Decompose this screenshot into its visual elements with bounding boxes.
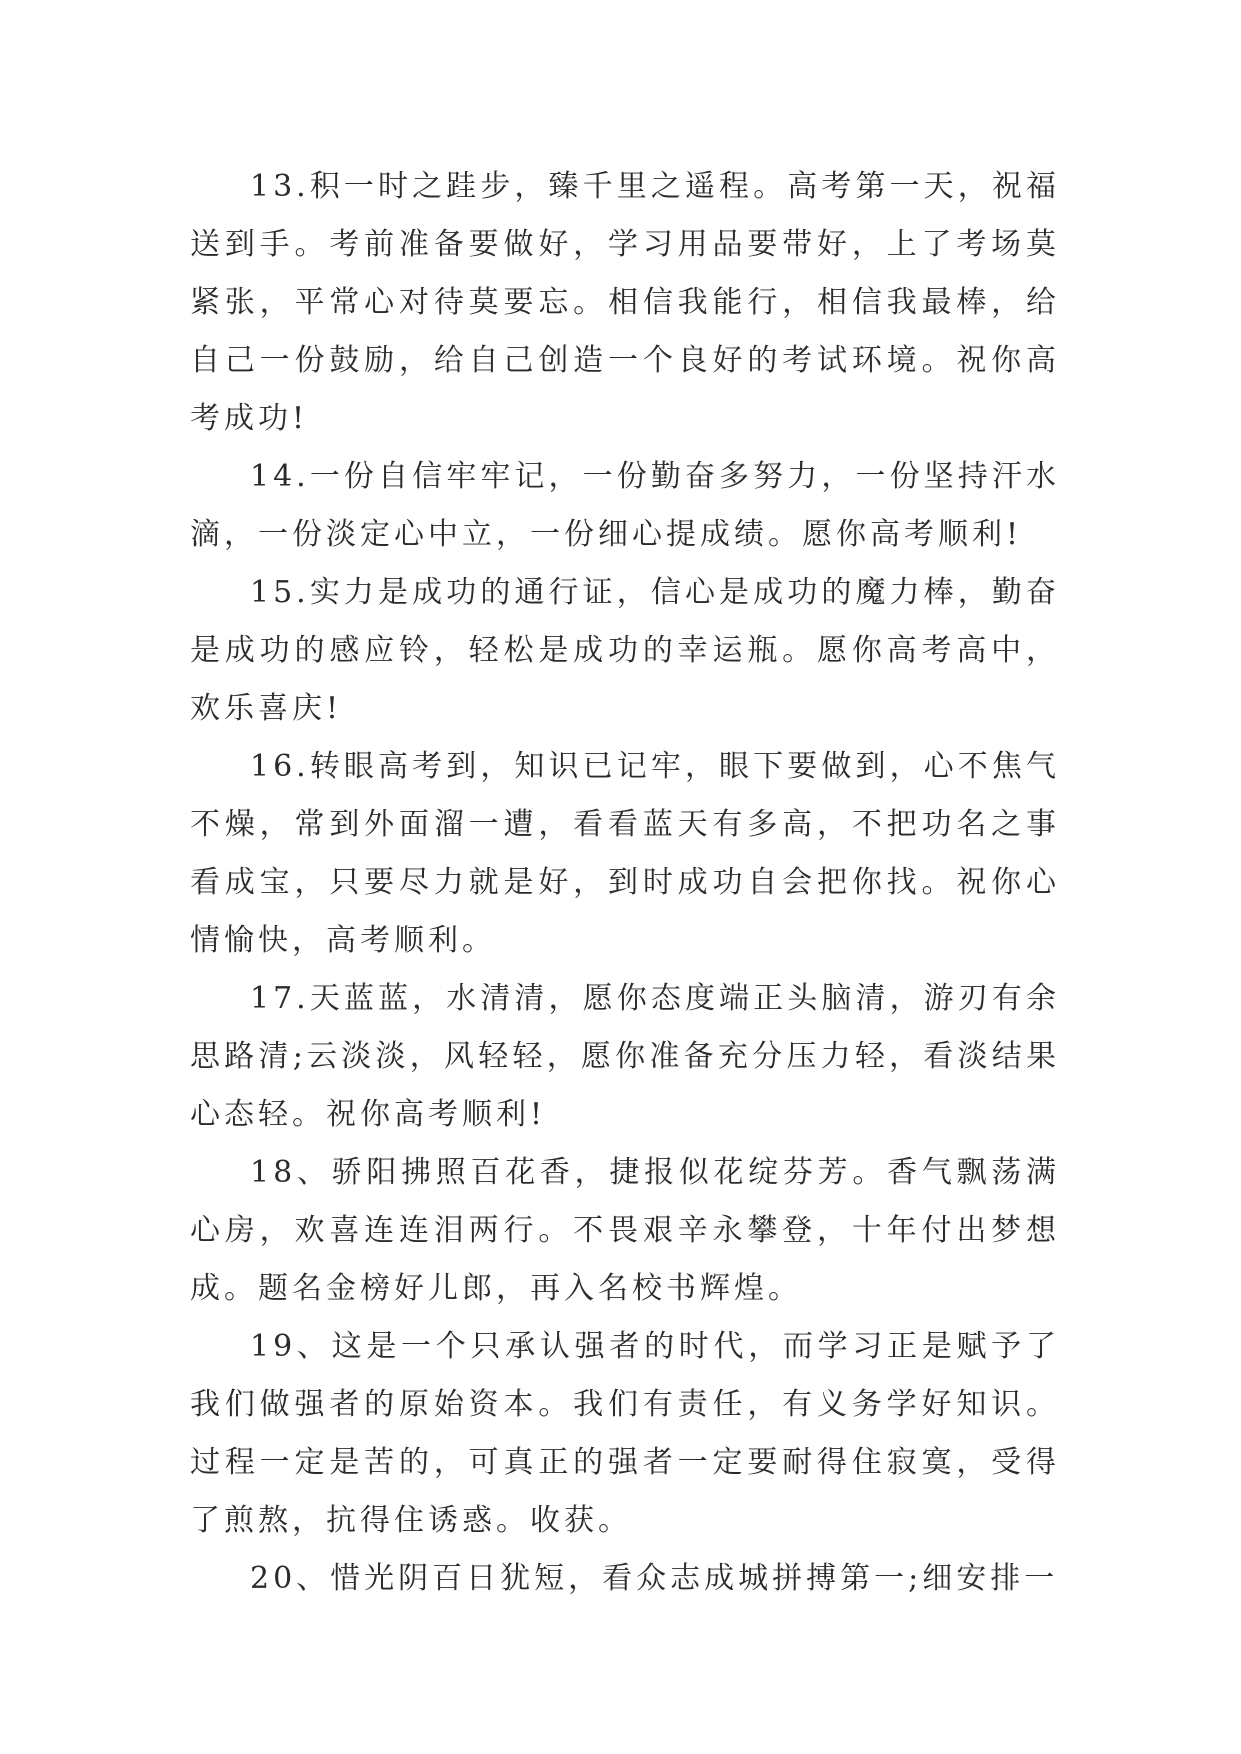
document-body (190, 158, 1060, 1608)
paragraph-18: 18、骄阳拂照百花香，捷报似花绽芬芳。香气飘荡满心房，欢喜连连泪两行。不畏艰辛永攀登，十年付出梦想成。题名金榜好儿郎，再入名校书辉煌。 (190, 1155, 1060, 1306)
paragraph-13: 13.积一时之跬步，臻千里之遥程。高考第一天，祝福送到手。考前准备要做好，学习用品要带好，上了考场莫紧张，平常心对待莫要忘。相信我能行，相信我最棒，给自己一份鼓励，给自己创造一个良好的考试环境。祝你高考成功! (190, 169, 1060, 436)
paragraph-16: 16.转眼高考到，知识已记牢，眼下要做到，心不焦气不燥，常到外面溜一遭，看看蓝天有多高，不把功名之事看成宝，只要尽力就是好，到时成功自会把你找。祝你心情愉快，高考顺利。 (190, 749, 1060, 958)
paragraph-17: 17.天蓝蓝，水清清，愿你态度端正头脑清，游刃有余思路清;云淡淡，风轻轻，愿你准备充分压力轻，看淡结果心态轻。祝你高考顺利! (190, 981, 1060, 1132)
paragraph-20: 20、惜光阴百日犹短，看众志成城拼搏第一;细安排一 (250, 1561, 1059, 1596)
paragraph-14: 14.一份自信牢牢记，一份勤奋多努力，一份坚持汗水滴，一份淡定心中立，一份细心提成绩。愿你高考顺利! (190, 459, 1060, 552)
paragraph-19: 19、这是一个只承认强者的时代，而学习正是赋予了我们做强者的原始资本。我们有责任，有义务学好知识。过程一定是苦的，可真正的强者一定要耐得住寂寞，受得了煎熬，抗得住诱惑。收获。 (190, 1329, 1060, 1538)
paragraph-15: 15.实力是成功的通行证，信心是成功的魔力棒，勤奋是成功的感应铃，轻松是成功的幸运瓶。愿你高考高中，欢乐喜庆! (190, 575, 1060, 726)
